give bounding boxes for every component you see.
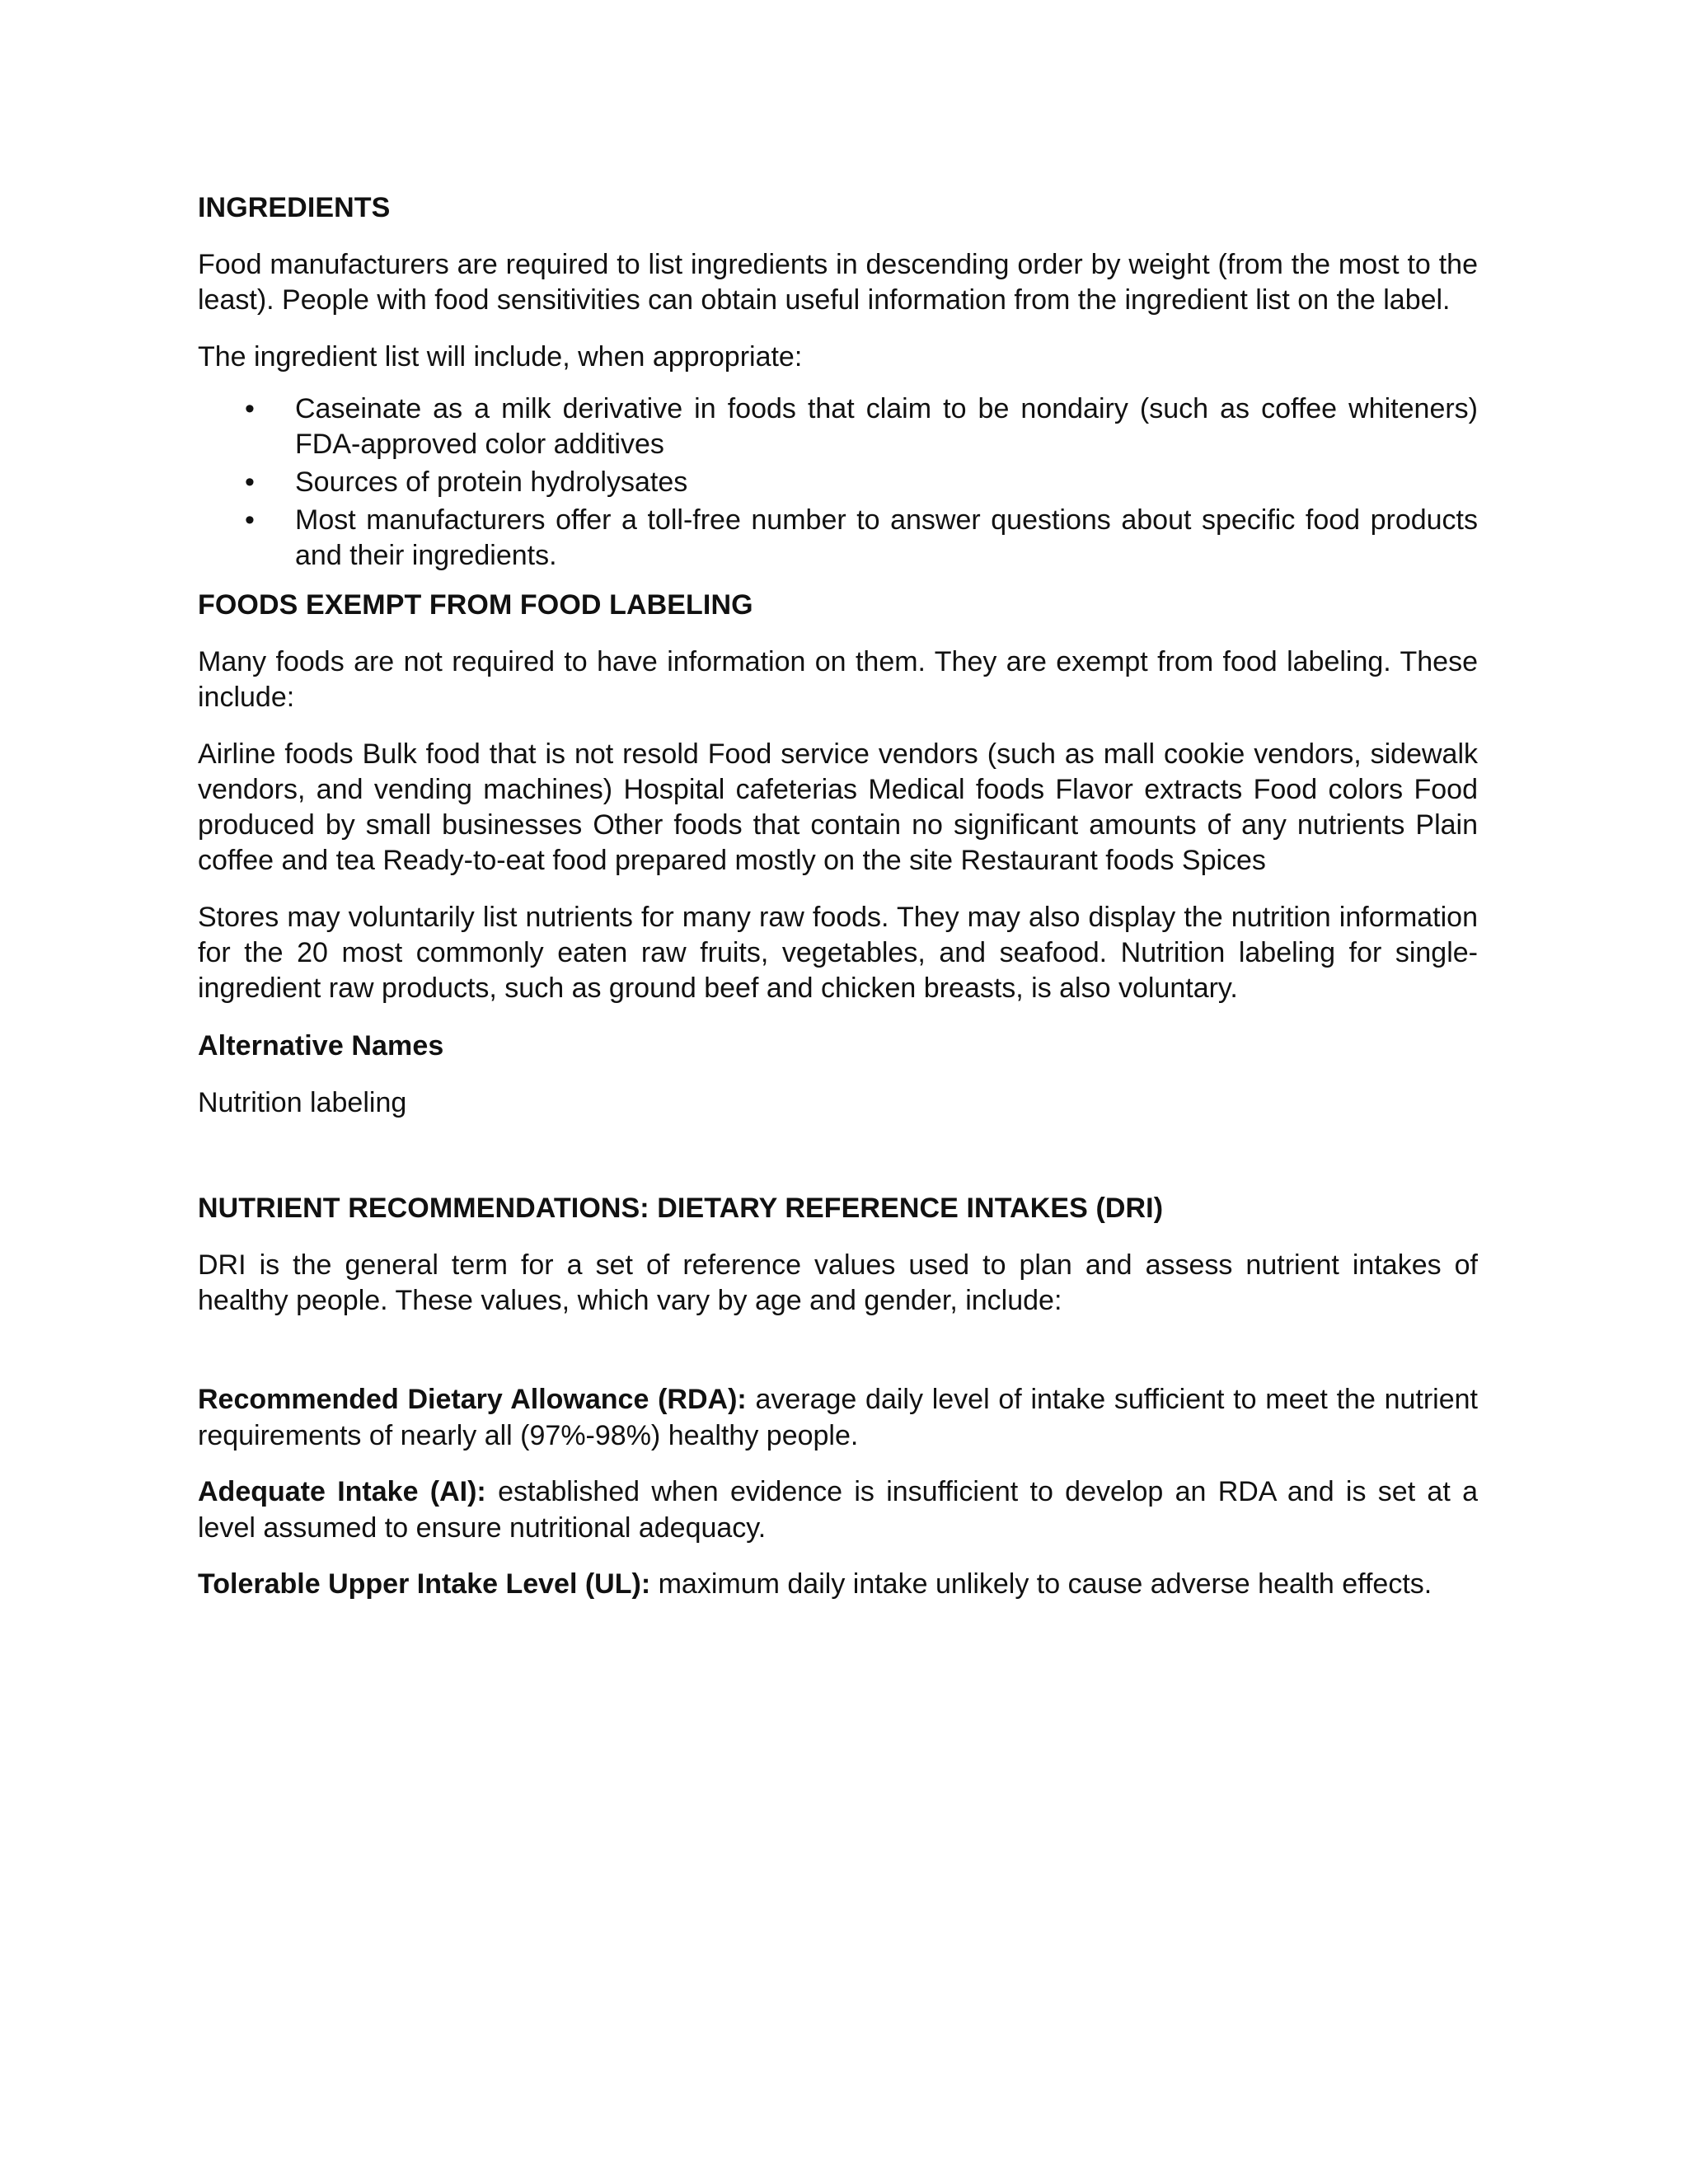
list-item [198,503,1478,574]
list-item-text: Caseinate as a milk derivative in foods that claim to be nondairy (such as coffee whiteners) FDA-approved color additives [295,393,1478,460]
exempt-heading: FOODS EXEMPT FROM FOOD LABELING [198,589,753,621]
definition-term: Recommended Dietary Allowance (RDA): [198,1384,747,1415]
ingredients-intro: Food manufacturers are required to list ingredients in descending order by weight (from the most to the least). People with food sensitivities can obtain useful information from the ingredient list on the label. [198,249,1478,316]
definition-text: established when evidence is insufficient to develop an RDA and is set at a level assumed to ensure nutritional adequacy. [198,1476,1478,1544]
document-page [198,190,1478,1622]
bullet-icon: • [245,466,255,498]
alternative-names-heading: Alternative Names [198,1030,444,1062]
definition-ai [198,1474,1478,1546]
spacer [198,1142,1478,1190]
bullet-icon: • [245,504,255,536]
list-item-text: Sources of protein hydrolysates [295,466,688,498]
list-item [198,465,1478,500]
definition-text: maximum daily intake unlikely to cause adverse health effects. [658,1568,1432,1600]
definition-term: Tolerable Upper Intake Level (UL): [198,1568,651,1600]
dri-heading: NUTRIENT RECOMMENDATIONS: DIETARY REFERENCE INTAKES (DRI) [198,1193,1164,1224]
exempt-intro: Many foods are not required to have information on them. They are exempt from food labeling. These include: [198,646,1478,713]
bullet-icon: • [245,393,255,424]
spacer [198,1340,1478,1381]
definition-rda [198,1381,1478,1454]
exempt-list-text: Airline foods Bulk food that is not resold Food service vendors (such as mall cookie vendors, sidewalk vendors, and vending machines) Hospital cafeterias Medical foods Flavor extracts Food colors Food produced by small businesses Other foods that contain no significant amounts of any nutrients Plain coffee and tea Ready-to-eat food prepared mostly on the site Restaurant foods Spices [198,738,1478,876]
ingredients-heading: INGREDIENTS [198,192,391,223]
definition-text: average daily level of intake sufficient to meet the nutrient requirements of nearly all (97%-98%) healthy people. [198,1384,1478,1451]
list-item [198,391,1478,462]
alternative-names-text: Nutrition labeling [198,1087,407,1118]
ingredients-list-intro: The ingredient list will include, when appropriate: [198,341,803,373]
definition-ul [198,1566,1478,1602]
list-item-text: Most manufacturers offer a toll-free number to answer questions about specific food products and their ingredients. [295,504,1478,571]
dri-intro: DRI is the general term for a set of reference values used to plan and assess nutrient intakes of healthy people. These values, which vary by age and gender, include: [198,1249,1478,1316]
ingredients-bullet-list [198,391,1478,574]
definition-term: Adequate Intake (AI): [198,1476,486,1507]
exempt-voluntary: Stores may voluntarily list nutrients for many raw foods. They may also display the nutrition information for the 20 most commonly eaten raw fruits, vegetables, and seafood. Nutrition labeling for single-ingredient raw products, such as ground beef and chicken breasts, is also voluntary. [198,902,1478,1004]
